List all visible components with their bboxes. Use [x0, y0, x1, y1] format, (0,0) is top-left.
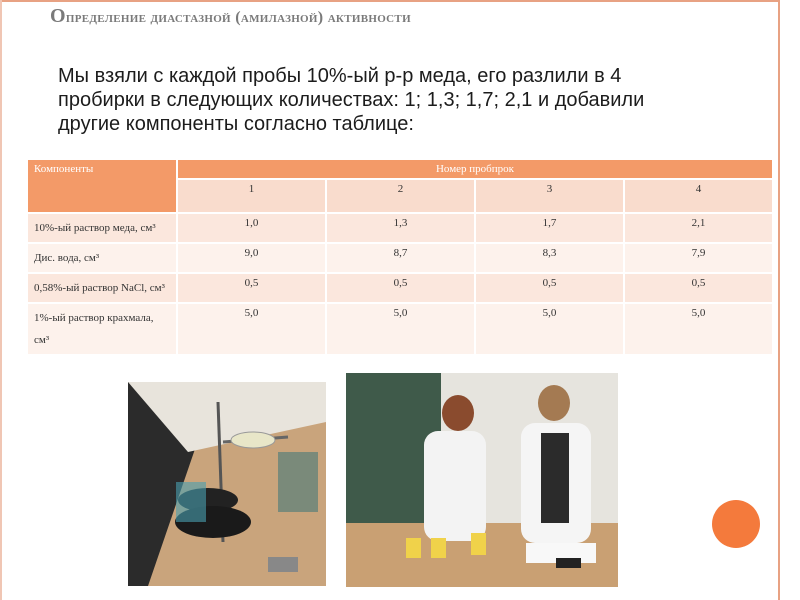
table-cell: 0,5 — [624, 273, 773, 303]
tube-number: 1 — [177, 179, 326, 213]
slide-left-border — [0, 0, 2, 600]
balance-photo — [128, 382, 326, 586]
row-label: 10%-ый раствор меда, см³ — [27, 213, 177, 243]
table-cell: 5,0 — [326, 303, 475, 355]
table-cell: 0,5 — [177, 273, 326, 303]
table-cell: 7,9 — [624, 243, 773, 273]
decorative-circle — [712, 500, 760, 548]
table-cell: 2,1 — [624, 213, 773, 243]
table-cell: 0,5 — [326, 273, 475, 303]
table-row — [27, 303, 773, 355]
table-cell: 9,0 — [177, 243, 326, 273]
table-cell: 1,7 — [475, 213, 624, 243]
table-cell: 5,0 — [177, 303, 326, 355]
table-cell: 5,0 — [475, 303, 624, 355]
table-cell: 5,0 — [624, 303, 773, 355]
table-cell: 1,0 — [177, 213, 326, 243]
components-table — [26, 158, 774, 356]
table-cell: 1,3 — [326, 213, 475, 243]
table-row — [27, 213, 773, 243]
row-label: 1%-ый раствор крахмала, см³ — [27, 303, 177, 355]
table-cell: 8,3 — [475, 243, 624, 273]
row-label: 0,58%-ый раствор NaCl, см³ — [27, 273, 177, 303]
slide-right-border — [778, 0, 780, 600]
table-row — [27, 243, 773, 273]
lab-workers-photo — [346, 373, 618, 587]
table-cell: 0,5 — [475, 273, 624, 303]
intro-paragraph: Мы взяли с каждой пробы 10%-ый р-р меда, его разлили в 4 пробирки в следующих количествах: 1; 1,3; 1,7; 2,1 и добавили другие компоненты согласно таблице: — [58, 65, 645, 135]
slide-top-border — [0, 0, 778, 2]
table-row — [27, 273, 773, 303]
tube-number: 4 — [624, 179, 773, 213]
components-header: Компоненты — [27, 159, 177, 213]
tube-number: 3 — [475, 179, 624, 213]
slide-title: Определение диастазной (амилазной) активности — [50, 5, 411, 27]
row-label: Дис. вода, см³ — [27, 243, 177, 273]
tube-number: 2 — [326, 179, 475, 213]
tubes-header: Номер пробпрок — [177, 159, 773, 179]
table-cell: 8,7 — [326, 243, 475, 273]
